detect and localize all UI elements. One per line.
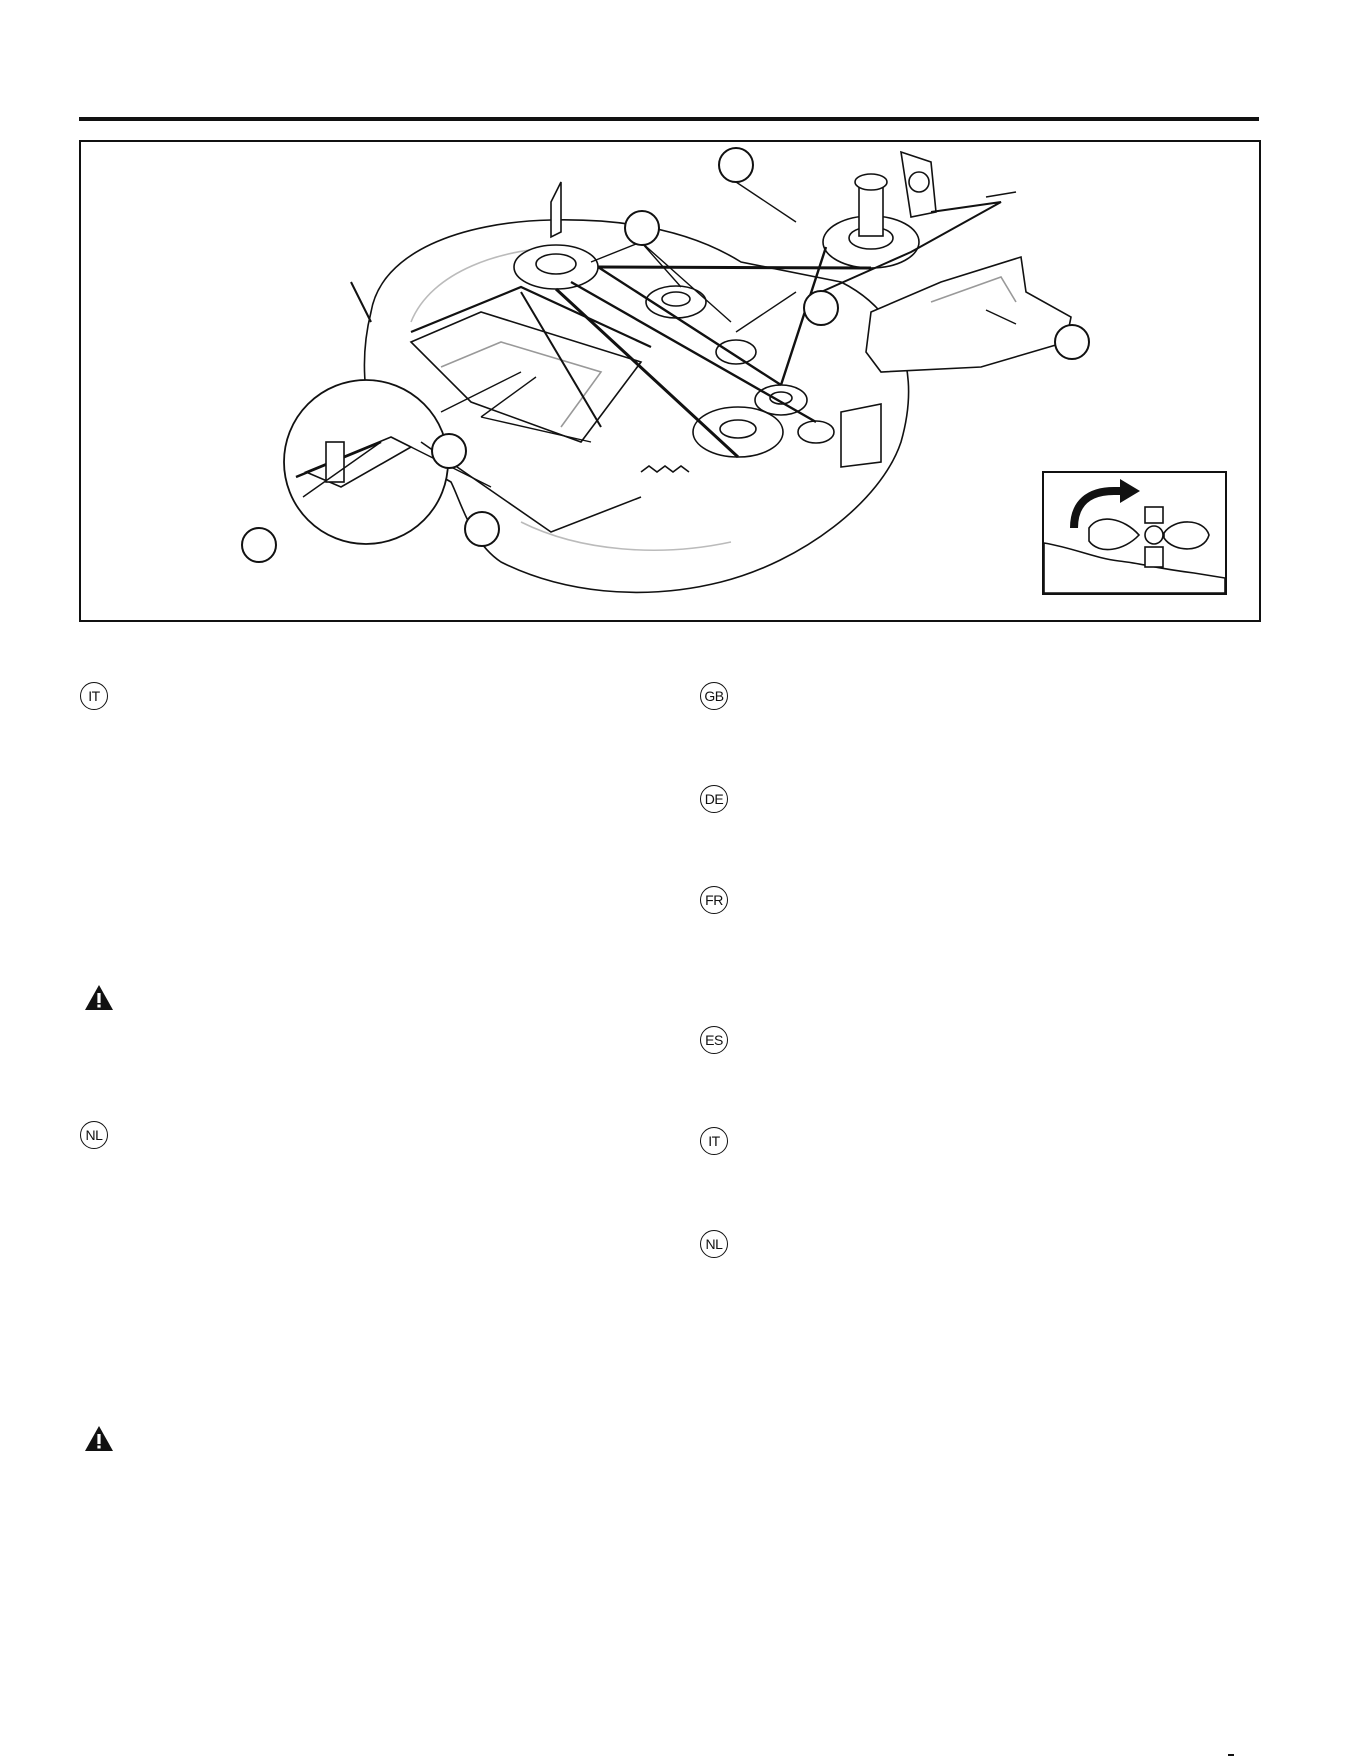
- lang-badge-it-right: IT: [700, 1127, 728, 1155]
- lang-badge-nl-left: NL: [80, 1121, 108, 1149]
- callout-4: [1054, 324, 1090, 360]
- lang-badge-gb: GB: [700, 682, 728, 710]
- lang-badge-es: ES: [700, 1026, 728, 1054]
- callout-5: [431, 433, 467, 469]
- callout-3: [803, 290, 839, 326]
- warning-triangle-icon-2: [84, 1425, 114, 1453]
- top-rule: [79, 117, 1259, 121]
- page-corner-mark: [1228, 1754, 1234, 1756]
- mower-deck-figure: [79, 140, 1261, 622]
- lang-badge-fr: FR: [700, 886, 728, 914]
- warning-triangle-icon: [84, 984, 114, 1012]
- lang-badge-de: DE: [700, 785, 728, 813]
- lang-badge-it-left: IT: [80, 682, 108, 710]
- lang-badge-nl-right: NL: [700, 1230, 728, 1258]
- hairpin-clip-inset: [1042, 471, 1227, 595]
- callout-2: [624, 210, 660, 246]
- rotate-arrow-icon: [1044, 473, 1225, 593]
- callout-6: [464, 511, 500, 547]
- callout-1: [718, 147, 754, 183]
- callout-7: [241, 527, 277, 563]
